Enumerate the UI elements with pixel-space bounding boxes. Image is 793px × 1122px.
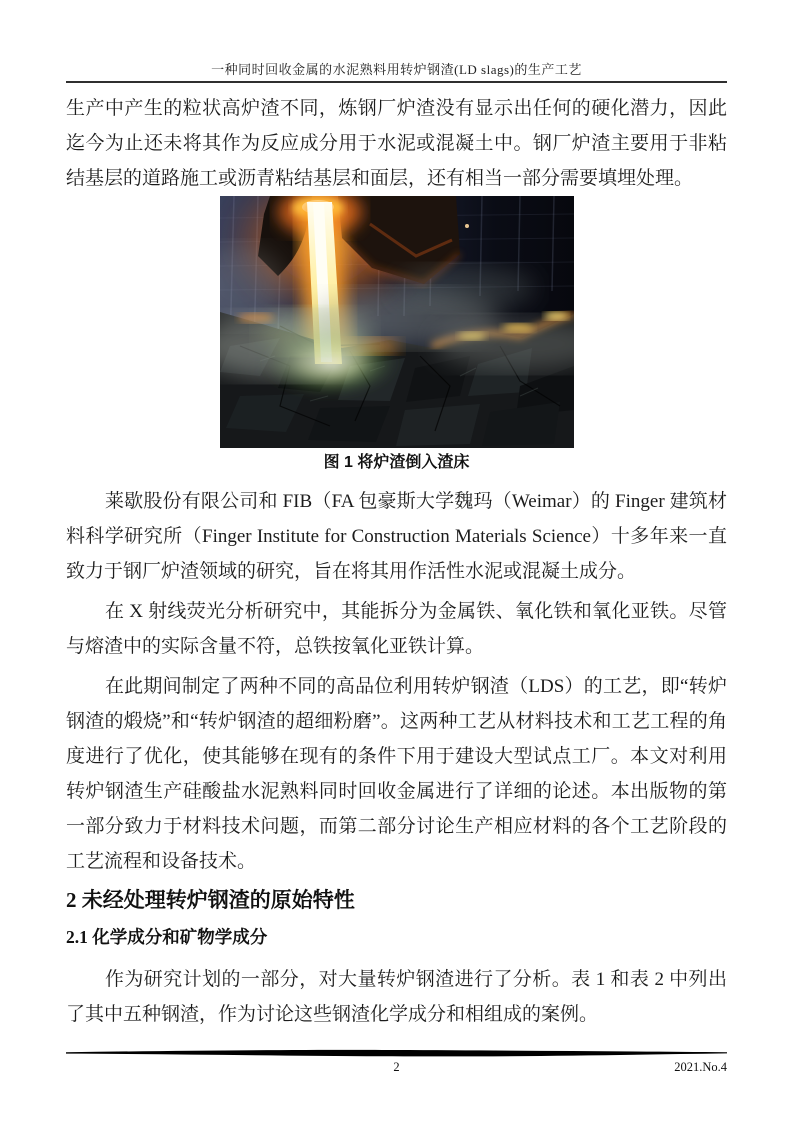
footer-row [66,1060,727,1078]
subsection-heading: 2.1 化学成分和矿物学成分 [66,927,268,947]
slag-pour-photo [220,196,574,448]
page-number: 2 [393,1060,400,1074]
page-body [66,91,727,1032]
figure-1 [66,196,727,473]
body-paragraph: 莱歇股份有限公司和 FIB（FA 包豪斯大学魏玛（Weimar）的 Finger 建筑材料科学研究所（Finger Institute for Construction Materials Science）十多年来一直致力于钢厂炉渣领域的研究，旨在将其用作活性水泥或混凝土成分。 [66,491,727,582]
running-title: 一种同时回收金属的水泥熟料用转炉钢渣(LD slags)的生产工艺 [211,62,582,77]
header-divider [66,81,727,83]
slag-pour-illustration [220,196,574,448]
issue-label: 2021.No.4 [674,1060,727,1074]
body-paragraph: 在此期间制定了两种不同的高品位利用转炉钢渣（LDS）的工艺，即“转炉钢渣的煅烧”和“转炉钢渣的超细粉磨”。这两种工艺从材料技术和工艺工程的角度进行了优化，使其能够在现有的条件下用于建设大型试点工厂。本文对利用转炉钢渣生产硅酸盐水泥熟料同时回收金属进行了详细的论述。本出版物的第一部分致力于材料技术问题，而第二部分讨论生产相应材料的各个工艺阶段的工艺流程和设备技术。 [66,676,727,872]
body-paragraph: 作为研究计划的一部分，对大量转炉钢渣进行了分析。表 1 和表 2 中列出了其中五种钢渣，作为讨论这些钢渣化学成分和相组成的案例。 [66,969,727,1025]
body-paragraph: 在 X 射线荧光分析研究中，其能拆分为金属铁、氧化铁和氧化亚铁。尽管与熔渣中的实际含量不符，总铁按氧化亚铁计算。 [66,601,727,657]
body-paragraph: 生产中产生的粒状高炉渣不同，炼钢厂炉渣没有显示出任何的硬化潜力，因此迄今为止还未将其作为反应成分用于水泥或混凝土中。钢厂炉渣主要用于非粘结基层的道路施工或沥青粘结基层和面层，还有相当一部分需要填埋处理。 [66,98,727,189]
page-footer [66,1049,727,1078]
section-heading: 2 未经处理转炉钢渣的原始特性 [66,888,355,912]
page-header [66,0,727,83]
figure-caption: 图 1 将炉渣倒入渣床 [323,454,470,471]
footer-divider [66,1049,727,1058]
